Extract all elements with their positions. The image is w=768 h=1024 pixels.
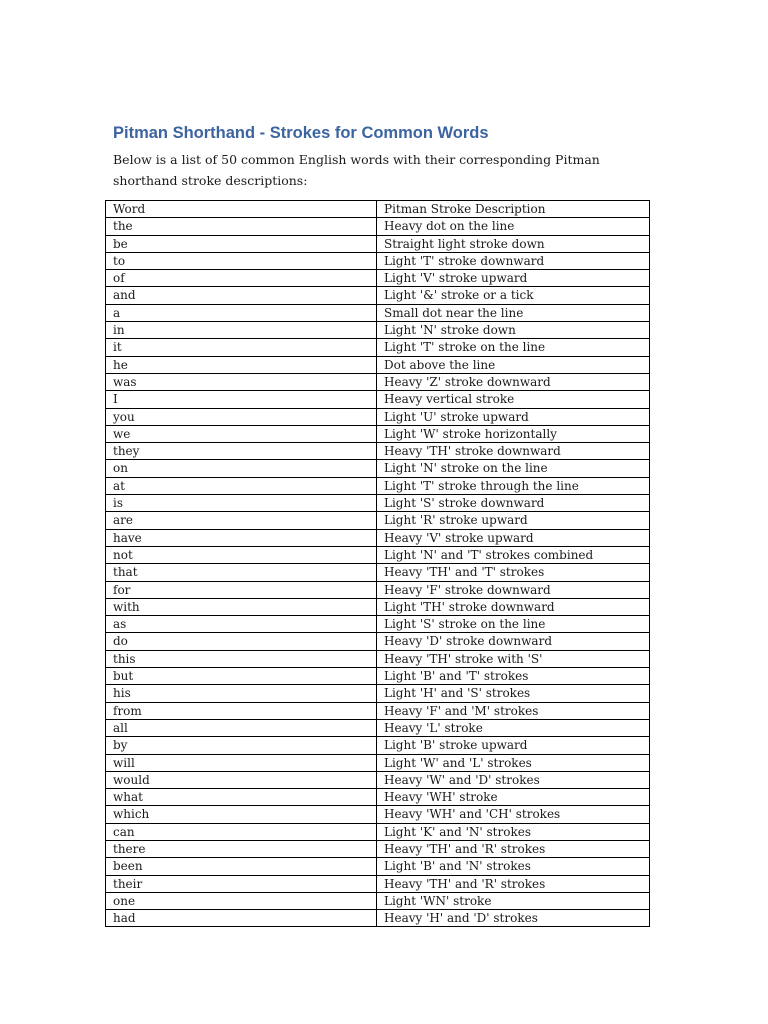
table-row [106,322,650,339]
word-cell: the [106,218,377,235]
word-cell: been [106,858,377,875]
word-cell: all [106,719,377,736]
stroke-description-cell: Light 'WN' stroke [377,892,650,909]
table-row [106,737,650,754]
table-row [106,373,650,390]
word-cell: for [106,581,377,598]
table-row [106,235,650,252]
stroke-description-cell: Straight light stroke down [377,235,650,252]
document-title: Pitman Shorthand - Strokes for Common Words [113,124,489,142]
stroke-description-cell: Heavy 'W' and 'D' strokes [377,771,650,788]
stroke-description-cell: Light 'N' stroke on the line [377,460,650,477]
table-row [106,892,650,909]
stroke-description-cell: Light 'S' stroke on the line [377,616,650,633]
word-cell: there [106,840,377,857]
word-cell: with [106,598,377,615]
table-row [106,304,650,321]
intro-paragraph: Below is a list of 50 common English words with their corresponding Pitman shorthand stroke descriptions: [113,152,600,188]
word-cell: his [106,685,377,702]
stroke-description-cell: Heavy 'WH' and 'CH' strokes [377,806,650,823]
stroke-description-cell: Heavy 'L' stroke [377,719,650,736]
table-row [106,719,650,736]
word-cell: it [106,339,377,356]
table-row [106,616,650,633]
stroke-description-cell: Heavy 'TH' and 'R' strokes [377,840,650,857]
stroke-description-cell: Heavy 'TH' and 'T' strokes [377,564,650,581]
header-word: Word [106,201,377,218]
table-row [106,650,650,667]
stroke-description-cell: Light 'N' stroke down [377,322,650,339]
table-row [106,754,650,771]
table-row [106,823,650,840]
table-row [106,495,650,512]
stroke-description-cell: Light 'U' stroke upward [377,408,650,425]
stroke-description-cell: Light 'B' and 'T' strokes [377,668,650,685]
stroke-description-cell: Light 'TH' stroke downward [377,598,650,615]
word-cell: one [106,892,377,909]
word-cell: this [106,650,377,667]
table-row [106,391,650,408]
table-row [106,806,650,823]
word-cell: what [106,789,377,806]
stroke-description-cell: Dot above the line [377,356,650,373]
word-cell: to [106,252,377,269]
table-row [106,910,650,927]
word-cell: would [106,771,377,788]
stroke-description-cell: Light 'B' stroke upward [377,737,650,754]
word-cell: on [106,460,377,477]
table-row [106,356,650,373]
word-cell: but [106,668,377,685]
stroke-description-cell: Heavy 'H' and 'D' strokes [377,910,650,927]
stroke-description-cell: Light 'H' and 'S' strokes [377,685,650,702]
stroke-description-cell: Light 'K' and 'N' strokes [377,823,650,840]
stroke-description-cell: Heavy 'Z' stroke downward [377,373,650,390]
table-row [106,218,650,235]
stroke-description-cell: Heavy 'WH' stroke [377,789,650,806]
word-cell: they [106,443,377,460]
stroke-description-cell: Heavy 'F' stroke downward [377,581,650,598]
table-row [106,581,650,598]
word-cell: is [106,495,377,512]
stroke-description-cell: Heavy vertical stroke [377,391,650,408]
table-row [106,564,650,581]
stroke-description-cell: Light 'S' stroke downward [377,495,650,512]
table-row [106,252,650,269]
table-body [106,218,650,927]
header-stroke-description: Pitman Stroke Description [377,201,650,218]
strokes-table [105,200,650,927]
word-cell: from [106,702,377,719]
word-cell: which [106,806,377,823]
stroke-description-cell: Heavy dot on the line [377,218,650,235]
stroke-description-cell: Light 'R' stroke upward [377,512,650,529]
table-row [106,685,650,702]
table-row [106,460,650,477]
word-cell: and [106,287,377,304]
table-row [106,633,650,650]
word-cell: as [106,616,377,633]
table-row [106,512,650,529]
table-row [106,477,650,494]
table-row [106,270,650,287]
stroke-description-cell: Light 'N' and 'T' strokes combined [377,546,650,563]
word-cell: are [106,512,377,529]
word-cell: at [106,477,377,494]
stroke-description-cell: Heavy 'D' stroke downward [377,633,650,650]
word-cell: that [106,564,377,581]
word-cell: be [106,235,377,252]
stroke-description-cell: Light 'W' and 'L' strokes [377,754,650,771]
stroke-description-cell: Light 'B' and 'N' strokes [377,858,650,875]
stroke-description-cell: Heavy 'TH' and 'R' strokes [377,875,650,892]
stroke-description-cell: Light 'W' stroke horizontally [377,425,650,442]
table-row [106,287,650,304]
stroke-description-cell: Heavy 'TH' stroke with 'S' [377,650,650,667]
stroke-description-cell: Heavy 'F' and 'M' strokes [377,702,650,719]
stroke-description-cell: Light '&' stroke or a tick [377,287,650,304]
stroke-description-cell: Heavy 'TH' stroke downward [377,443,650,460]
word-cell: of [106,270,377,287]
word-cell: was [106,373,377,390]
table-row [106,408,650,425]
word-cell: a [106,304,377,321]
word-cell: have [106,529,377,546]
table-row [106,668,650,685]
word-cell: their [106,875,377,892]
word-cell: you [106,408,377,425]
stroke-description-cell: Light 'T' stroke downward [377,252,650,269]
table-row [106,529,650,546]
stroke-description-cell: Light 'T' stroke through the line [377,477,650,494]
table-row [106,771,650,788]
word-cell: in [106,322,377,339]
table-row [106,443,650,460]
table-row [106,546,650,563]
word-cell: I [106,391,377,408]
word-cell: had [106,910,377,927]
word-cell: we [106,425,377,442]
word-cell: will [106,754,377,771]
stroke-description-cell: Heavy 'V' stroke upward [377,529,650,546]
table-row [106,598,650,615]
table-row [106,339,650,356]
table-row [106,702,650,719]
word-cell: he [106,356,377,373]
word-cell: not [106,546,377,563]
word-cell: by [106,737,377,754]
stroke-description-cell: Small dot near the line [377,304,650,321]
table-row [106,875,650,892]
table-row [106,789,650,806]
table-row [106,858,650,875]
word-cell: can [106,823,377,840]
table-row [106,425,650,442]
stroke-description-cell: Light 'V' stroke upward [377,270,650,287]
stroke-description-cell: Light 'T' stroke on the line [377,339,650,356]
table-header-row [106,201,650,218]
word-cell: do [106,633,377,650]
table-row [106,840,650,857]
